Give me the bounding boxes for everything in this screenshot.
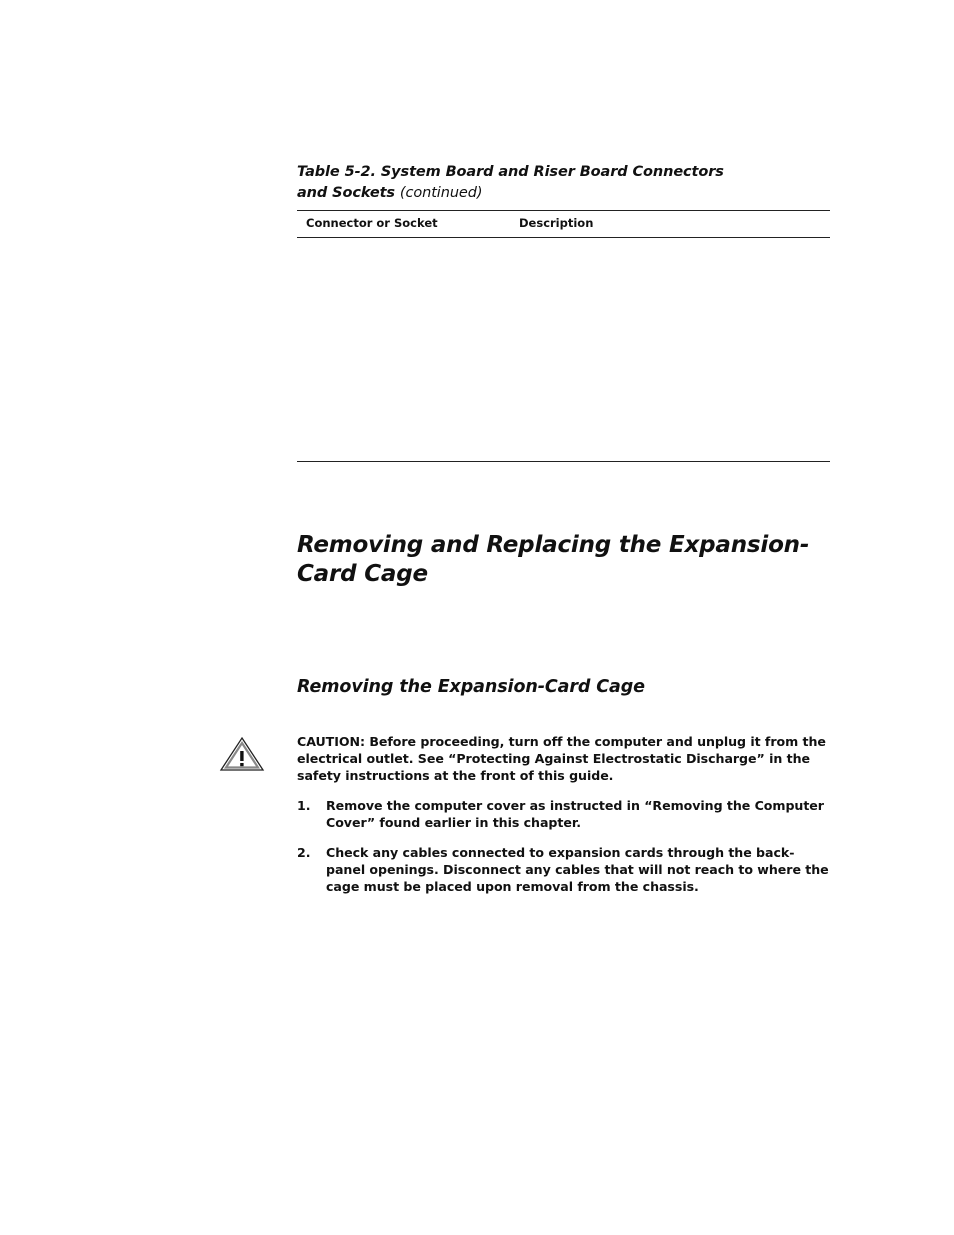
- step-number: 1.: [297, 798, 311, 813]
- table-caption-title-cont: and Sockets: [297, 185, 395, 201]
- table-caption-continued: (continued): [399, 185, 483, 201]
- section-heading-line-2: Card Cage: [297, 561, 428, 587]
- step-line: Remove the computer cover as instructed in “Removing the Computer: [326, 798, 824, 813]
- step-line: cage must be placed upon removal from the chassis.: [326, 879, 699, 894]
- step-text: [326, 844, 831, 895]
- section-heading: [297, 531, 827, 589]
- caution-line: safety instructions at the front of this guide.: [297, 768, 614, 783]
- step-text: [326, 797, 831, 831]
- step-line: Check any cables connected to expansion cards through the back-: [326, 845, 795, 860]
- step-number: 2.: [297, 845, 311, 860]
- table-bottom-rule: [297, 461, 830, 462]
- step-line: Cover” found earlier in this chapter.: [326, 815, 581, 830]
- table-caption: [297, 162, 817, 204]
- subsection-heading: Removing the Expansion-Card Cage: [297, 677, 645, 697]
- warning-triangle-icon: [219, 736, 265, 772]
- table-caption-title: Table 5-2. System Board and Riser Board Connectors: [297, 164, 724, 180]
- table-column-header-connector: Connector or Socket: [306, 216, 438, 230]
- caution-notice: [297, 733, 829, 784]
- table-header-rule: [297, 237, 830, 238]
- caution-line: CAUTION: Before proceeding, turn off the computer and unplug it from the: [297, 734, 826, 749]
- caution-line: electrical outlet. See “Protecting Against Electrostatic Discharge” in the: [297, 751, 810, 766]
- section-heading-line-1: Removing and Replacing the Expansion-: [297, 532, 810, 558]
- step-line: panel openings. Disconnect any cables that will not reach to where the: [326, 862, 829, 877]
- table-top-rule: [297, 210, 830, 211]
- table-column-header-description: Description: [519, 216, 594, 230]
